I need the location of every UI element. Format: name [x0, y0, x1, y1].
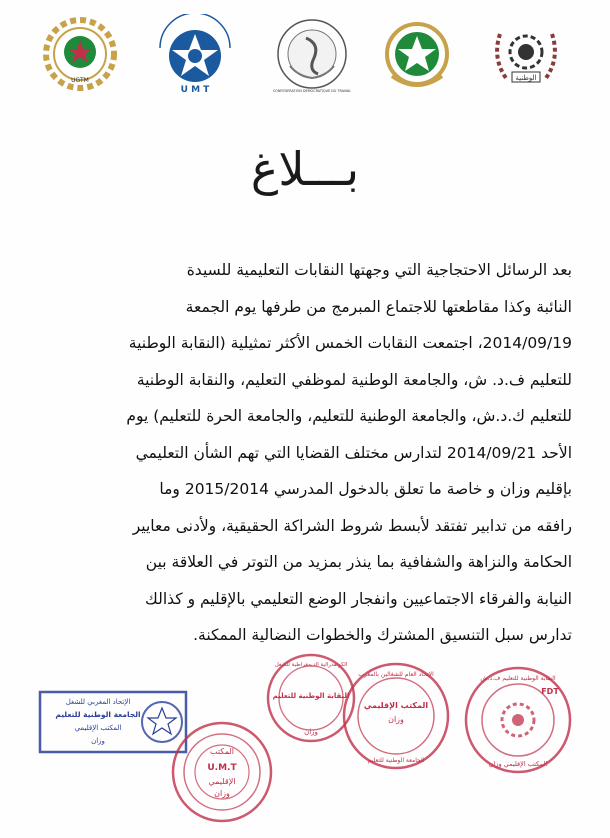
stamp-ugtm-red	[340, 660, 452, 772]
svg-text:الإتحاد العام للشغالين بالمغرب: الإتحاد العام للشغالين بالمغرب	[358, 671, 434, 678]
body-line: بعد الرسائل الاحتجاجية التي وجهتها النقابات التعليمية للسيدة	[186, 261, 572, 279]
svg-text:النقابة الوطنية للتعليم: النقابة الوطنية للتعليم	[272, 692, 350, 700]
svg-text:المكتب الإقليمي: المكتب الإقليمي	[363, 701, 429, 710]
stamp-umt-blue	[38, 690, 188, 754]
svg-text:UGTM: UGTM	[71, 77, 89, 84]
svg-text:U.M.T: U.M.T	[207, 763, 237, 773]
star-logo	[378, 14, 456, 94]
body-line: 2014/09/19، اجتمعت النقابات الخمس الأكثر تمثيلية (النقابة الوطنية	[128, 334, 572, 352]
document-title: بـــلاغ	[250, 142, 360, 196]
umt-logo	[150, 14, 240, 94]
cdt-logo	[268, 14, 356, 94]
body-line: الحكامة والنزاهة والشفافية بما ينذر بمزيد من التوتر في العلاقة بين	[145, 553, 572, 571]
svg-text:الإتحاد المغربي للشغل: الإتحاد المغربي للشغل	[65, 698, 131, 706]
wheat-logo	[482, 14, 570, 94]
body-line: النيابة والفرقاء الاجتماعيين وانفجار الوضع التعليمي بالإقليم و كذالك	[145, 589, 572, 608]
svg-text:النقابة الوطنية للتعليم ف.د.ش: النقابة الوطنية للتعليم ف.د.ش	[480, 675, 556, 682]
body-line: للتعليم ف.د. ش، والجامعة الوطنية لموظفي التعليم، والنقابة الوطنية	[136, 370, 572, 389]
svg-text:الكونفدرالية الديمقراطية للشغل: الكونفدرالية الديمقراطية للشغل	[274, 662, 348, 668]
svg-text:وزان: وزان	[304, 728, 318, 736]
svg-text:وزان: وزان	[388, 715, 404, 724]
svg-text:U M T: U M T	[180, 85, 210, 94]
body-line: بإقليم وزان و خاصة ما تعلق بالدخول المدرسي 2015/2014 وما	[159, 480, 572, 498]
body-line: الأحد 2014/09/21 لتدارس مختلف القضايا التي تهم الشأن التعليمي	[135, 443, 572, 462]
svg-text:وزان: وزان	[91, 737, 105, 745]
svg-text:المكتب الإقليمي: المكتب الإقليمي	[74, 724, 122, 732]
body-line: تدارس سبل التنسيق المشترك والخطوات النضالية الممكنة.	[193, 626, 572, 644]
svg-text:وزان: وزان	[214, 789, 230, 798]
svg-text:المكتب: المكتب	[210, 747, 234, 756]
ugtm-logo	[40, 14, 120, 94]
svg-text:الجامعة الوطنية للتعليم: الجامعة الوطنية للتعليم	[367, 757, 425, 764]
svg-text:CONFEDERATION DEMOCRATIQUE DU: CONFEDERATION DEMOCRATIQUE DU TRAVAIL	[272, 89, 352, 93]
svg-text:FDT: FDT	[541, 687, 559, 696]
svg-text:الإقليمي: الإقليمي	[208, 777, 236, 786]
body-line: النائبة وكذا مقاطعتها للاجتماع المبرمج من طرفها يوم الجمعة	[185, 297, 572, 316]
svg-text:الوطنية: الوطنية	[515, 74, 537, 82]
document-body	[40, 252, 572, 654]
stamp-fdt-red	[462, 664, 574, 776]
body-line: رافقه من تدابير تفتقد لأبسط شروط الشراكة الحقيقية، ولأدنى معايير	[132, 516, 572, 535]
svg-text:المكتب الإقليمي وزان: المكتب الإقليمي وزان	[488, 760, 548, 768]
body-line: للتعليم ك.د.ش، والجامعة الوطنية للتعليم، والجامعة الحرة للتعليم) يوم	[126, 407, 572, 425]
svg-text:الجامعة الوطنية للتعليم: الجامعة الوطنية للتعليم	[55, 710, 141, 719]
stamp-fne-red	[170, 720, 275, 825]
